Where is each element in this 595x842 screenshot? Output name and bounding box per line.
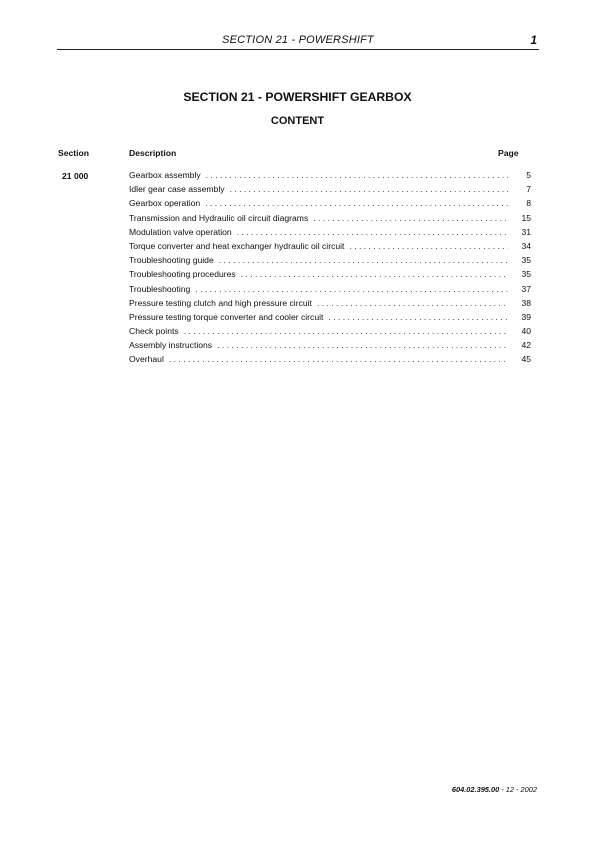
running-header-title: SECTION 21 - POWERSHIFT bbox=[222, 34, 374, 46]
leader-dots bbox=[206, 170, 508, 180]
leader-dots bbox=[217, 340, 508, 350]
leader-dots bbox=[219, 255, 508, 265]
toc-entry-description: Check points bbox=[129, 326, 179, 337]
toc-entry bbox=[129, 255, 531, 269]
leader-dots bbox=[313, 213, 508, 223]
toc-entry-page: 42 bbox=[521, 340, 531, 351]
document-date: - 12 - 2002 bbox=[499, 785, 537, 794]
toc-entry-page: 35 bbox=[521, 255, 531, 266]
column-header-description: Description bbox=[129, 148, 177, 158]
toc-entry-description: Troubleshooting bbox=[129, 283, 191, 294]
leader-dots bbox=[169, 354, 508, 364]
toc-entry bbox=[129, 184, 531, 198]
toc-entry-page: 40 bbox=[521, 326, 531, 337]
toc-entry-description: Pressure testing torque converter and cooler circuit bbox=[129, 311, 324, 322]
toc-entry bbox=[129, 198, 531, 212]
toc-entry-page: 39 bbox=[521, 311, 531, 322]
page-number: 1 bbox=[530, 33, 537, 47]
toc-entry bbox=[129, 284, 531, 298]
leader-dots bbox=[230, 184, 508, 194]
toc-entry-page: 8 bbox=[526, 198, 531, 209]
toc-entry-description: Idler gear case assembly bbox=[129, 184, 225, 195]
running-header bbox=[57, 33, 539, 50]
leader-dots bbox=[317, 298, 508, 308]
page-subtitle: CONTENT bbox=[270, 115, 325, 127]
toc-entry bbox=[129, 312, 531, 326]
toc-entry bbox=[129, 227, 531, 241]
toc-entry-page: 7 bbox=[526, 184, 531, 195]
leader-dots bbox=[205, 198, 508, 208]
leader-dots bbox=[328, 312, 508, 322]
toc-entry-description: Assembly instructions bbox=[129, 340, 213, 351]
toc-entry-description: Troubleshooting procedures bbox=[129, 269, 236, 280]
toc-entry-description: Modulation valve operation bbox=[129, 226, 232, 237]
toc-entry bbox=[129, 213, 531, 227]
leader-dots bbox=[349, 241, 508, 251]
toc-entry bbox=[129, 269, 531, 283]
leader-dots bbox=[184, 326, 508, 336]
toc-entry-page: 35 bbox=[521, 269, 531, 280]
toc-entry-description: Torque converter and heat exchanger hydraulic oil circuit bbox=[129, 240, 345, 251]
toc-entry bbox=[129, 298, 531, 312]
document-footer bbox=[452, 785, 537, 794]
toc-entry-page: 38 bbox=[521, 297, 531, 308]
section-code: 21 000 bbox=[62, 171, 89, 181]
column-header-section: Section bbox=[58, 148, 90, 158]
toc-entry-page: 31 bbox=[521, 226, 531, 237]
toc-entry-page: 34 bbox=[521, 240, 531, 251]
toc-entry bbox=[129, 326, 531, 340]
toc-entry-description: Transmission and Hydraulic oil circuit diagrams bbox=[129, 212, 309, 223]
page-title: SECTION 21 - POWERSHIFT GEARBOX bbox=[183, 90, 412, 104]
leader-dots bbox=[237, 227, 508, 237]
toc-entry-description: Overhaul bbox=[129, 354, 164, 365]
document-number: 604.02.395.00 bbox=[451, 785, 500, 794]
leader-dots bbox=[195, 284, 508, 294]
toc-entry bbox=[129, 340, 531, 354]
toc-entry bbox=[129, 354, 531, 368]
toc-entry-page: 45 bbox=[521, 354, 531, 365]
toc-entry-description: Gearbox operation bbox=[129, 198, 201, 209]
table-of-contents bbox=[129, 170, 531, 369]
toc-entry-description: Troubleshooting guide bbox=[129, 255, 214, 266]
toc-entry-description: Pressure testing clutch and high pressure circuit bbox=[129, 297, 312, 308]
toc-entry-page: 15 bbox=[521, 212, 531, 223]
column-header-page: Page bbox=[498, 148, 519, 158]
toc-entry bbox=[129, 170, 531, 184]
toc-entry-description: Gearbox assembly bbox=[129, 170, 201, 180]
toc-entry-page: 5 bbox=[526, 170, 531, 180]
leader-dots bbox=[241, 269, 508, 279]
toc-entry-page: 37 bbox=[521, 283, 531, 294]
toc-entry bbox=[129, 241, 531, 255]
